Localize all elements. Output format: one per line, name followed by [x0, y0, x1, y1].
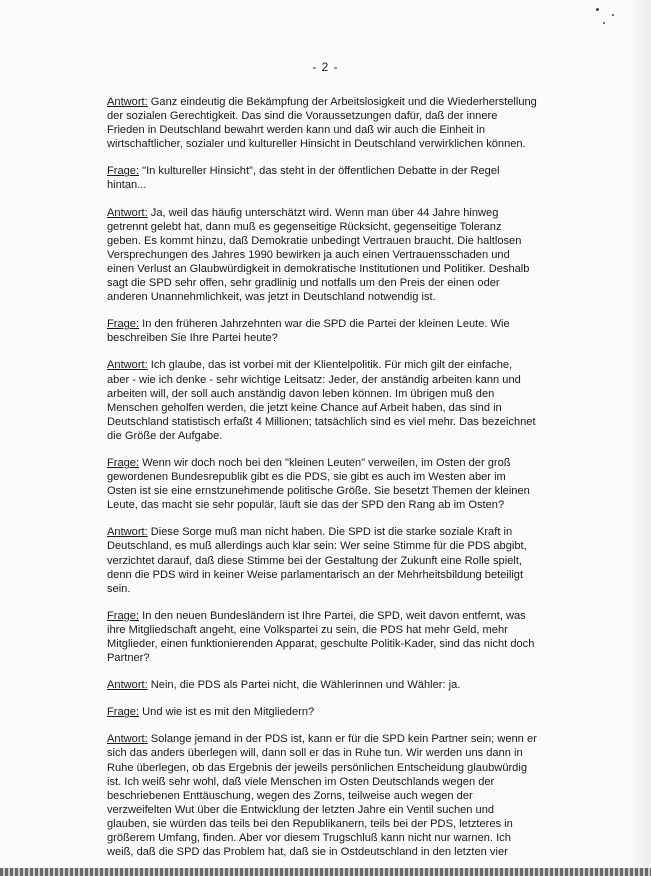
paragraph-text: In den neuen Bundesländern ist Ihre Partei, die SPD, weit davon entfernt, was ihre Mitgliedschaft angeht, eine Volkspartei zu sein, die PDS hat mehr Geld, mehr Mitglieder, einen funktionierenden Apparat, geschulte Politik-Kader, sind das nicht doch Partner? — [107, 609, 535, 665]
paragraph — [107, 705, 537, 719]
paragraph-text: Solange jemand in der PDS ist, kann er für die SPD kein Partner sein; wenn er sich das anders überlegen will, dann soll er das in Ruhe tun. Wir werden uns dann in Ruhe überlegen, ob das Ergebnis der jeweils persönlichen Entscheidung glaubwürdig ist. Ich weiß sehr wohl, daß viele Menschen im Osten Deutschlands wegen der beschriebenen Enttäuschung, wegen des Zorns, teilweise auch wegen der verzweifelten Wut über die Entwicklung der letzten Jahre ein Ventil suchen und glauben, sie würden das teils bei den Republikanern, teils bei der PDS, letzteres in größerem Umfang, finden. Aber vor diesem Trugschluß kann nicht nur warnen. Ich weiß, daß die SPD das Problem hat, daß sie in Ostdeutschland in den letzten vier — [107, 733, 537, 859]
speaker-label: Frage: — [107, 706, 140, 719]
paragraph — [107, 732, 537, 859]
page-number: - 2 - — [312, 60, 339, 74]
paragraph — [107, 678, 537, 692]
speaker-label: Frage: — [107, 165, 140, 178]
interview-text — [107, 95, 537, 872]
scan-speck — [612, 14, 614, 16]
speaker-label: Frage: — [107, 456, 140, 469]
paragraph — [107, 317, 537, 345]
paragraph-text: Und wie ist es mit den Mitgliedern? — [139, 706, 315, 719]
paragraph — [107, 206, 537, 305]
paragraph — [107, 358, 537, 443]
speaker-label: Antwort: — [107, 679, 148, 692]
paragraph — [107, 609, 537, 665]
scan-speck — [596, 8, 599, 11]
paragraph-text: Ja, weil das häufig unterschätzt wird. Wenn man über 44 Jahre hinweg getrennt gelebt hat, dann muß es gegenseitige Rücksicht, gegenseitige Toleranz geben. Es kommt hinzu, daß Demokratie unbedingt Vertrauen braucht. Die haltlosen Versprechungen des Jahres 1990 bewirken ja auch einen Vertrauensschaden und einen Verlust an Glaubwürdigkeit in demokratische Institutionen und Politiker. Deshalb sagt die SPD sehr offen, sehr gradlinig und notfalls um den Preis der einen oder anderen Unannehmlichkeit, was jetzt in Deutschland notwendig ist. — [107, 206, 530, 304]
speaker-label: Frage: — [107, 609, 140, 622]
scan-speck — [603, 22, 605, 24]
speaker-label: Antwort: — [107, 206, 148, 219]
speaker-label: Antwort: — [107, 733, 148, 746]
paragraph-text: Nein, die PDS als Partei nicht, die Wählerinnen und Wähler: ja. — [147, 679, 461, 692]
paragraph — [107, 456, 537, 512]
speaker-label: Antwort: — [107, 526, 148, 539]
paragraph-text: Ich glaube, das ist vorbei mit der Klientelpolitik. Für mich gilt der einfache, aber - wie ich denke - sehr wichtige Leitsatz: Jeder, der anständig arbeiten kann und arbeiten will, der soll auch anständig davon leben können. Im übrigen muß den Menschen geholfen werden, die jetzt keine Chance auf Arbeit haben, das sind in Deutschland statistisch erfaßt 4 Millionen; tatsächlich sind es viel mehr. Das bezeichnet die Größe der Aufgabe. — [107, 359, 536, 442]
paragraph — [107, 164, 537, 192]
speaker-label: Antwort: — [107, 96, 148, 108]
paragraph — [107, 525, 537, 595]
paragraph-text: Wenn wir doch noch bei den "kleinen Leuten" verweilen, im Osten der groß gewordenen Bundesrepublik gibt es die PDS, sie gibt es auch im Westen aber im Osten ist sie eine ernstzunehmende politische Größe. Sie besetzt Themen der kleinen Leute, das macht sie sehr populär, läuft sie das der SPD den Rang ab im Osten? — [107, 456, 530, 512]
paragraph-text: In den früheren Jahrzehnten war die SPD die Partei der kleinen Leute. Wie beschreiben Sie Ihre Partei heute? — [107, 318, 510, 345]
speaker-label: Antwort: — [107, 359, 148, 372]
paragraph-text: Ganz eindeutig die Bekämpfung der Arbeitslosigkeit und die Wiederherstellung der sozialen Gerechtigkeit. Das sind die Voraussetzungen dafür, daß der innere Frieden in Deutschland bewahrt werden kann und daß wir auch die Einheit in wirtschaftlicher, sozialer und kultureller Hinsicht in Deutschland verwirklichen können. — [107, 96, 537, 151]
speaker-label: Frage: — [107, 318, 140, 331]
scan-bottom-edge — [0, 868, 651, 876]
paragraph-text: "In kultureller Hinsicht", das steht in der öffentlichen Debatte in der Regel hintan... — [107, 165, 500, 192]
scan-shadow — [629, 0, 651, 876]
paragraph-text: Diese Sorge muß man nicht haben. Die SPD ist die starke soziale Kraft in Deutschland, es muß allerdings auch klar sein: Wer seine Stimme für die PDS abgibt, verzichtet darauf, daß diese Stimme bei der Gestaltung der Zukunft eine Rolle spielt, denn die PDS wird in keiner Weise parlamentarisch an der Mehrheitsbildung beteiligt sein. — [107, 526, 527, 595]
paragraph — [107, 95, 537, 151]
